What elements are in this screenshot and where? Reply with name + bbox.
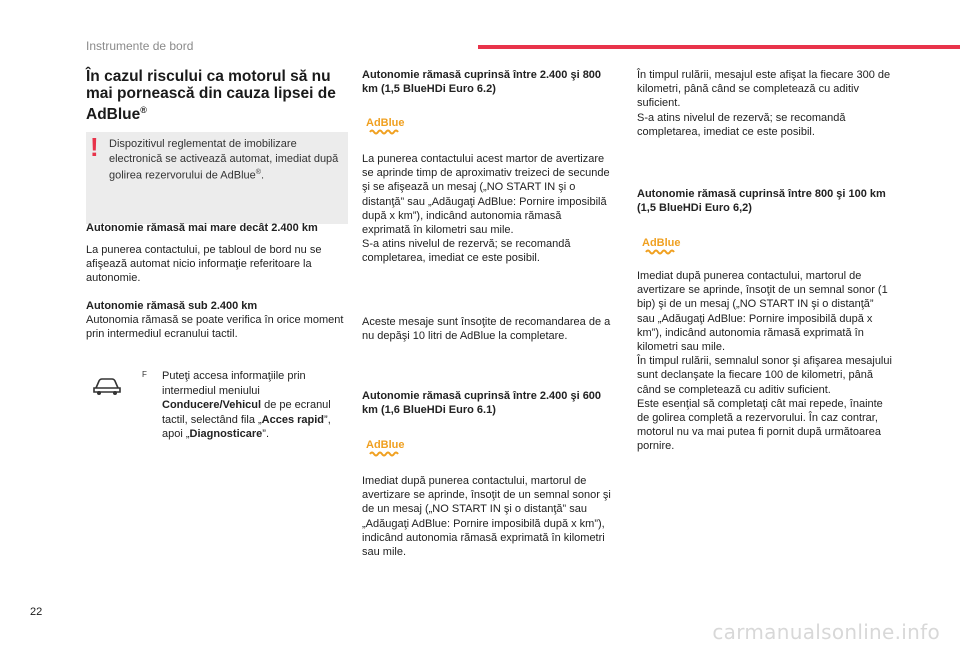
page-number: 22 [30,606,43,618]
section-heading-2400-600: Autonomie rămasă cuprinsă între 2.400 şi 600 km (1,6 BlueHDi Euro 6.1) [362,390,602,417]
adblue-warning-icon [366,437,406,459]
section-heading-2400-800: Autonomie rămasă cuprinsă între 2.400 şi 800 km (1,5 BlueHDi Euro 6.2) [362,69,602,96]
header-accent-bar [478,45,960,49]
adblue-warning-icon [642,235,682,257]
page-title: În cazul riscului ca motorul să nu mai pornească din cauza lipsei de AdBlue® [86,68,336,124]
svg-text:AdBlue: AdBlue [366,439,405,451]
warning-text: Dispozitivul reglementat de imobilizare electronică se activează automat, imediat după golirea rezervorului de AdBlue®. [109,138,339,182]
svg-text:AdBlue: AdBlue [642,237,681,249]
section-heading-under-2400: Autonomie rămasă sub 2.400 km [86,300,258,312]
section-text-800-100: Imediat după punerea contactului, martorul de avertizare se aprinde, însoţit de un semnal sonor (1 bip) şi de un mesaj („NO START IN şi o distanţă” sau „Adăugaţi AdBlue: Pornire imposibilă după x km”), indicând autonomia rămasă exprimată în kilometri sau mile. În timpul rulării, semnalul sonor şi afişarea mesajului sunt declanşate la fiecare 100 de kilometri, până când se completează cu aditiv suficient. Este esenţial să completaţi cât mai repede, înainte de golirea completă a rezervorului. În caz contrar, motorul nu va mai putea fi pornit după următoarea pornire. [637,270,892,453]
refill-recommendation-text: Aceste mesaje sunt însoţite de recomandarea de a nu depăşi 10 litri de AdBlue la completare. [362,316,611,343]
info-instruction-text: Puteţi accesa informaţiile prin intermediul meniului Conducere/Vehicul de pe ecranul tactil, selectând fila „Acces rapid”, apoi „Diagnosticare”. [162,370,331,440]
section-heading-800-100: Autonomie rămasă cuprinsă între 800 şi 100 km (1,5 BlueHDi Euro 6,2) [637,188,886,215]
car-dashboard-icon [92,374,122,396]
section-text-2400-600: Imediat după punerea contactului, martorul de avertizare se aprinde, însoţit de un semnal sonor şi de un mesaj („NO START IN şi o distanţă” sau „Adăugaţi AdBlue: Pornire imposibilă după x km”), indicând autonomia rămasă exprimată în kilometri sau mile. [362,475,611,559]
bullet-marker: F [142,370,147,379]
section-title: Instrumente de bord [86,39,194,53]
svg-text:AdBlue: AdBlue [366,117,405,129]
section-heading-over-2400: Autonomie rămasă mai mare decât 2.400 km [86,222,318,234]
section-text-over-2400: La punerea contactului, pe tabloul de bord nu se afişează automat nicio informaţie referitoare la autonomie. [86,244,322,285]
exclamation-icon: ! [90,132,99,162]
section-text-2400-800: La punerea contactului acest martor de avertizare se aprinde timp de aproximativ treizeci de secunde şi se afişează un mesaj („NO START IN şi o distanţă” sau „Adăugaţi AdBlue: Pornire imposibilă după x km”), indicând autonomia rămasă exprimată în kilometri sau mile. S-a atins nivelul de rezervă; se recomandă completarea, imediat ce este posibil. [362,153,610,265]
adblue-warning-icon [366,115,406,137]
watermark: carmanualsonline.info [712,620,940,644]
right-intro-text: În timpul rulării, mesajul este afişat la fiecare 300 de kilometri, până când se completează cu aditiv suficient. S-a atins nivelul de rezervă; se recomandă completarea, imediat ce este posibil. [637,69,891,138]
section-text-under-2400: Autonomia rămasă se poate verifica în orice moment prin intermediul ecranului tactil. [86,314,344,341]
